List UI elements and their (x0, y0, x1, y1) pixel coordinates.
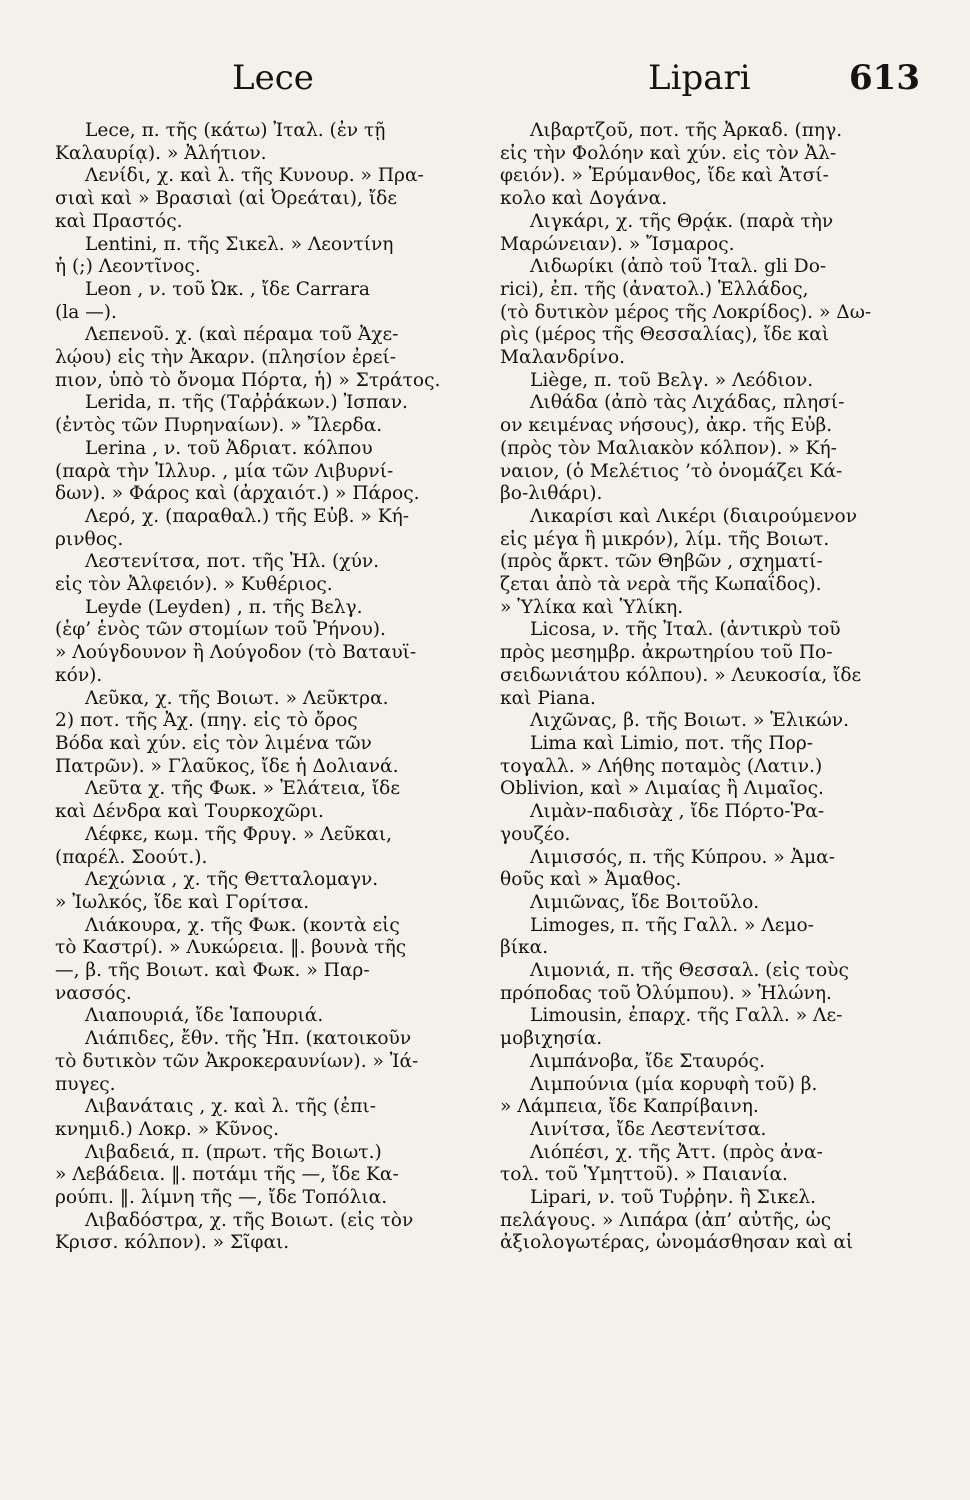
entry-line: Limousin, ἐπαρχ. τῆς Γαλλ. » Λε- (530, 1005, 843, 1027)
entry-line: Λικαρίσι καὶ Λικέρι (διαιρούμενον (530, 505, 858, 527)
dictionary-entry (500, 392, 910, 506)
entry-line: μοβιχησία. (500, 1028, 603, 1050)
entry-line: Λιαπουριά, ἴδε Ἰαπουριά. (85, 1005, 324, 1027)
entry-line: Λιθάδα (ἀπὸ τὰς Λιχάδας, πλησί- (530, 392, 845, 414)
entry-line: Λιχῶνας, β. τῆς Βοιωτ. » Ἑλικών. (530, 710, 849, 732)
entry-line: νασσός. (55, 982, 132, 1004)
entry-line: καὶ Piana. (500, 687, 596, 709)
entry-line: Βόδα καὶ χύν. εἰς τὸν λιμένα τῶν (55, 732, 372, 754)
entry-line: βο-λιθάρι). (500, 483, 603, 505)
dictionary-entry (500, 1074, 910, 1119)
dictionary-entry (55, 551, 460, 596)
entry-line: εἰς μέγα ἢ μικρόν), λίμ. τῆς Βοιωτ. (500, 528, 830, 550)
dictionary-entry (500, 256, 910, 370)
entry-line: Λιμονιά, π. τῆς Θεσσαλ. (εἰς τοὺς (530, 960, 849, 982)
entry-line: Μαλανδρίνο. (500, 347, 626, 369)
dictionary-entry (55, 1210, 460, 1255)
entry-line: γουζέο. (500, 823, 571, 845)
entry-line: (ἐντὸς τῶν Πυρηναίων). » Ἴλερδα. (55, 415, 383, 437)
entry-line: πιον, ὑπὸ τὸ ὄνομα Πόρτα, ἡ) » Στράτος. (55, 369, 441, 391)
entry-line: πρὸς μεσημβρ. ἀκρωτηρίου τοῦ Πο- (500, 642, 833, 664)
entry-line: κολο καὶ Δογάνα. (500, 188, 668, 210)
dictionary-entry (500, 892, 910, 915)
entry-line: Μαρώνειαν). » Ἴσμαρος. (500, 233, 735, 255)
entry-line: Λιβαδειά, π. (πρωτ. τῆς Βοιωτ.) (85, 1141, 382, 1163)
entry-line: τὸ Καστρί). » Λυκώρεια. ‖. βουνὰ τῆς (55, 937, 407, 959)
dictionary-entry (55, 915, 460, 1006)
entry-line: Lece, π. τῆς (κάτω) Ἰταλ. (ἐν τῇ (85, 120, 386, 141)
entry-line: (πρὸς τὸν Μαλιακὸν κόλπον). » Κή- (500, 437, 837, 459)
dictionary-entry (500, 120, 910, 211)
entry-line: Λιόπέσι, χ. τῆς Ἀττ. (πρὸς ἀνα- (530, 1141, 823, 1163)
dictionary-entry (55, 778, 460, 823)
entry-line: κνημιδ.) Λοκρ. » Κῦνος. (55, 1118, 280, 1140)
entry-line: Λεστενίτσα, ποτ. τῆς Ἠλ. (χύν. (85, 551, 380, 573)
entry-line: Lerina , ν. τοῦ Ἀδριατ. κόλπου (85, 437, 373, 459)
entry-line: » Λεβάδεια. ‖. ποτάμι τῆς —, ἴδε Κα- (55, 1164, 399, 1186)
entry-line: ρὶς (μέρος τῆς Θεσσαλίας), ἴδε καὶ (500, 324, 830, 346)
entry-line: Λιβαρτζοῦ, ποτ. τῆς Ἀρκαδ. (πηγ. (530, 120, 843, 141)
page-number: 613 (849, 58, 920, 98)
entry-line: Λιμὰν-παδισὰχ , ἴδε Πόρτο-Ῥα- (530, 801, 825, 823)
entry-line: Λενίδι, χ. καὶ λ. τῆς Κυνουρ. » Πρα- (85, 165, 424, 187)
entry-line: βίκα. (500, 937, 549, 959)
dictionary-entry (55, 688, 460, 779)
entry-line: κόν). (55, 664, 103, 686)
dictionary-entry (55, 1142, 460, 1210)
entry-line: Λινίτσα, ἴδε Λεστενίτσα. (530, 1118, 767, 1140)
entry-line: Leon , ν. τοῦ Ὠκ. , ἴδε Carrara (85, 278, 370, 300)
entry-line: θοῦς καὶ » Ἀμαθος. (500, 869, 682, 891)
dictionary-entry (500, 733, 910, 801)
entry-line: » Λάμπεια, ἴδε Καπρίβαινη. (500, 1096, 759, 1118)
entry-line: Λέφκε, κωμ. τῆς Φρυγ. » Λεῦκαι, (85, 823, 393, 845)
dictionary-entry (55, 869, 460, 914)
entry-line: Λιάκουρα, χ. τῆς Φωκ. (κοντὰ εἰς (85, 914, 400, 936)
entry-line: καὶ Δένδρα καὶ Τουρκοχῶρι. (55, 801, 324, 823)
entry-line: Λιμπάνοβα, ἴδε Σταυρός. (530, 1050, 765, 1072)
entry-line: Λεχώνια , χ. τῆς Θετταλομαγν. (85, 869, 379, 891)
entry-line: ζεται ἀπὸ τὰ νερὰ τῆς Κωπαΐδος). (500, 574, 822, 596)
entry-line: rici), ἐπ. τῆς (ἀνατολ.) Ἑλλάδος, (500, 278, 809, 300)
dictionary-entry (55, 1028, 460, 1096)
entry-line: Κρισσ. κόλπον). » Σῖφαι. (55, 1232, 290, 1254)
entry-line: Πατρῶν). » Γλαῦκος, ἴδε ἡ Δολιανά. (55, 755, 399, 777)
entry-line: Λιμπούνια (μία κορυφὴ τοῦ) β. (530, 1073, 818, 1095)
entry-line: Λιμισσός, π. τῆς Κύπρου. » Ἀμα- (530, 846, 835, 868)
dictionary-entry (55, 120, 460, 165)
dictionary-entry (500, 847, 910, 892)
entry-line: Λερό, χ. (παραθαλ.) τῆς Εὐβ. » Κή- (85, 505, 410, 527)
dictionary-entry (55, 165, 460, 233)
entry-line: 2) ποτ. τῆς Ἀχ. (πηγ. εἰς τὸ ὄρος (55, 710, 358, 732)
entry-line: ρούπι. ‖. λίμνη τῆς —, ἴδε Τοπόλια. (55, 1187, 388, 1209)
dictionary-entry (500, 506, 910, 620)
entry-line: τὸ δυτικὸν τῶν Ἀκροκεραυνίων). » Ἰά- (55, 1050, 419, 1072)
entry-line: Lentini, π. τῆς Σικελ. » Λεοντίνη (85, 233, 394, 255)
entry-line: (la —). (55, 301, 117, 323)
entry-line: (παρέλ. Σοούτ.). (55, 846, 208, 868)
entry-line: εἰς τὴν Φολόην καὶ χύν. εἰς τὸν Ἀλ- (500, 142, 837, 164)
entry-line: ἀξιολογωτέρας, ὠνομάσθησαν καὶ αἱ (500, 1232, 854, 1254)
dictionary-entry (500, 960, 910, 1005)
entry-line: Lipari, ν. τοῦ Τυῤῥην. ἢ Σικελ. (530, 1187, 817, 1209)
dictionary-entry (500, 1187, 910, 1255)
left-column (55, 120, 460, 1255)
entry-line: πρόποδας τοῦ Ὀλύμπου). » Ἠλώνη. (500, 982, 832, 1004)
dictionary-entry (500, 1142, 910, 1187)
entry-line: Liège, π. τοῦ Βελγ. » Λεόδιον. (530, 369, 814, 391)
entry-line: (παρὰ τὴν Ἰλλυρ. , μία τῶν Λιβυρνί- (55, 460, 394, 482)
dictionary-entry (500, 370, 910, 393)
entry-line: ρινθος. (55, 528, 124, 550)
entry-line: (πρὸς ἄρκτ. τῶν Θηβῶν , σχηματί- (500, 551, 823, 573)
dictionary-entry (500, 801, 910, 846)
entry-line: Limoges, π. τῆς Γαλλ. » Λεμο- (530, 914, 814, 936)
entry-line: πυγες. (55, 1073, 116, 1095)
entry-line: Λεπενοῦ. χ. (καὶ πέραμα τοῦ Ἀχε- (85, 324, 399, 346)
entry-line: Licosa, ν. τῆς Ἰταλ. (ἀντικρὺ τοῦ (530, 619, 841, 641)
entry-line: » Ὑλίκα καὶ Ὑλίκη. (500, 596, 684, 618)
dictionary-entry (500, 1051, 910, 1074)
dictionary-entry (500, 710, 910, 733)
entry-line: Λιγκάρι, χ. τῆς Θρᾴκ. (παρὰ τὴν (530, 210, 834, 232)
entry-line: —, β. τῆς Βοιωτ. καὶ Φωκ. » Παρ- (55, 960, 370, 982)
dictionary-entry (55, 392, 460, 437)
dictionary-entry (55, 324, 460, 392)
entry-line: τογαλλ. » Λήθης ποταμὸς (Λατιν.) (500, 755, 823, 777)
dictionary-entry (55, 1096, 460, 1141)
entry-line: σιαὶ καὶ » Βρασιαὶ (αἱ Ὀρεάται), ἴδε (55, 188, 397, 210)
entry-line: πελάγους. » Λιπάρα (ἀπ’ αὐτῆς, ὡς (500, 1209, 832, 1231)
dictionary-entry (500, 1005, 910, 1050)
entry-line: ναιον, (ὁ Μελέτιος ’τὸ ὀνομάζει Κά- (500, 460, 843, 482)
dictionary-entry (55, 279, 460, 324)
entry-line: καὶ Πραστός. (55, 210, 183, 232)
dictionary-entry (55, 506, 460, 551)
dictionary-entry (500, 915, 910, 960)
entry-line: Λιμιῶνας, ἴδε Βοιτοῦλο. (530, 891, 760, 913)
entry-line: (τὸ δυτικὸν μέρος τῆς Λοκρίδος). » Δω- (500, 301, 872, 323)
entry-line: Καλαυρίᾳ). » Ἀλήτιον. (55, 142, 267, 164)
entry-line: » Ἰωλκός, ἴδε καὶ Γορίτσα. (55, 891, 310, 913)
header-right-guide-word: Lipari (648, 58, 751, 98)
page-header (60, 58, 920, 108)
entry-line: Λιβαδόστρα, χ. τῆς Βοιωτ. (εἰς τὸν (85, 1209, 414, 1231)
entry-line: τολ. τοῦ Ὑμηττοῦ). » Παιανία. (500, 1164, 788, 1186)
dictionary-entry (55, 1005, 460, 1028)
entry-line: (ἐφ’ ἑνὸς τῶν στομίων τοῦ Ῥήνου). (55, 619, 386, 641)
entry-line: λῴου) εἰς τὴν Ἀκαρν. (πλησίον ἐρεί- (55, 347, 397, 369)
entry-line: Lerida, π. τῆς (Ταῤῥάκων.) Ἰσπαν. (85, 392, 408, 414)
entry-line: Λεῦκα, χ. τῆς Βοιωτ. » Λεῦκτρα. (85, 687, 389, 709)
entry-line: » Λούγδουνον ἢ Λούγοδον (τὸ Βαταυϊ- (55, 642, 417, 664)
right-column (500, 120, 910, 1255)
entry-line: Λεῦτα χ. τῆς Φωκ. » Ἐλάτεια, ἴδε (85, 778, 400, 800)
dictionary-entry (55, 597, 460, 688)
entry-line: Lima καὶ Limio, ποτ. τῆς Πορ- (530, 732, 814, 754)
entry-line: Λιάπιδες, ἔθν. τῆς Ἠπ. (κατοικοῦν (85, 1028, 412, 1050)
entry-line: Leyde (Leyden) , π. τῆς Βελγ. (85, 596, 363, 618)
dictionary-entry (55, 438, 460, 506)
dictionary-entry (55, 824, 460, 869)
entry-line: σειδωνιάτου κόλπου). » Λευκοσία, ἴδε (500, 664, 862, 686)
entry-line: Λιβανάταις , χ. καὶ λ. τῆς (ἐπι- (85, 1096, 377, 1118)
dictionary-entry (500, 619, 910, 710)
entry-line: ον κειμένας νήσους), ἀκρ. τῆς Εὐβ. (500, 415, 833, 437)
dictionary-entry (500, 211, 910, 256)
entry-line: δων). » Φάρος καὶ (ἀρχαιότ.) » Πάρος. (55, 483, 420, 505)
entry-line: Oblivion, καὶ » Λιμαίας ἢ Λιμαῖος. (500, 778, 824, 800)
dictionary-entry (500, 1119, 910, 1142)
entry-line: φειόν). » Ἐρύμανθος, ἴδε καὶ Ἀτσί- (500, 165, 829, 187)
entry-line: εἰς τὸν Ἀλφειόν). » Κυθέριος. (55, 574, 333, 596)
entry-line: ἡ (;) Λεοντῖνος. (55, 256, 201, 278)
header-left-guide-word: Lece (232, 58, 314, 98)
entry-line: Λιδωρίκι (ἀπὸ τοῦ Ἰταλ. gli Do- (530, 256, 827, 278)
dictionary-entry (55, 234, 460, 279)
